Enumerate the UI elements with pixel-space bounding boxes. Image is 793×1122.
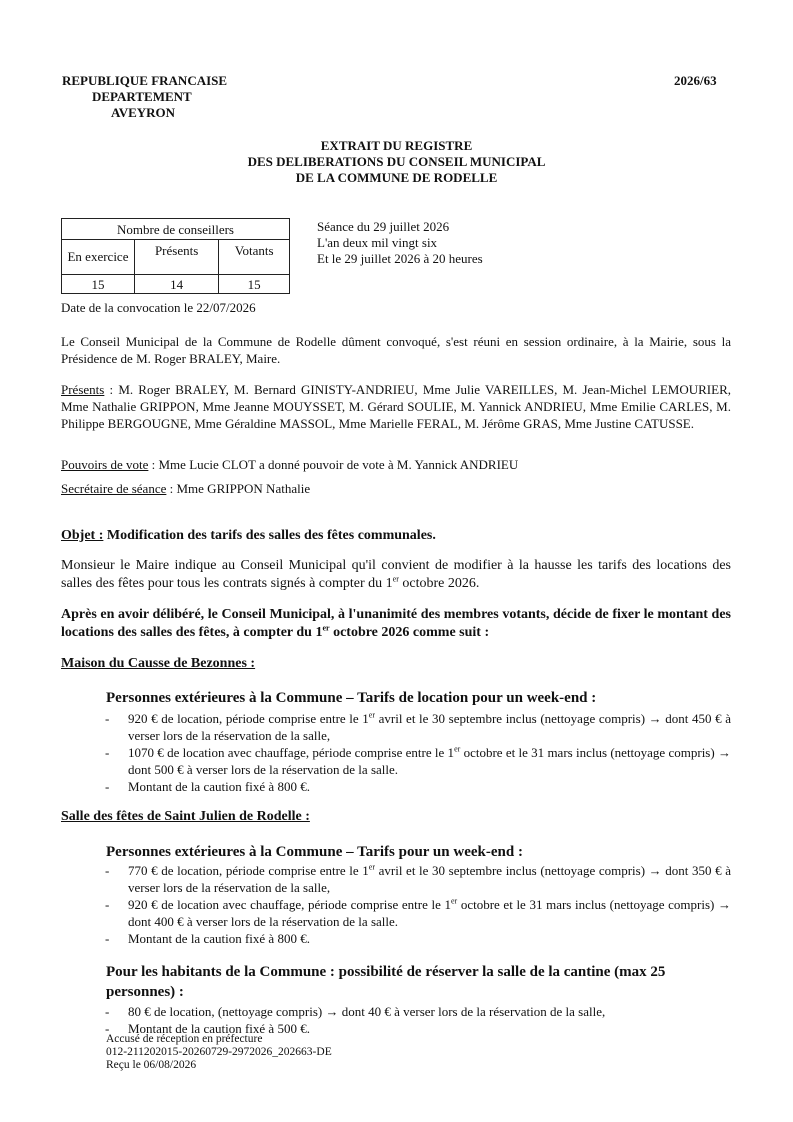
list-item: [105, 778, 731, 795]
convocation-date: Date de la convocation le 22/07/2026: [61, 300, 256, 315]
item-text: Montant de la caution fixé à 800 €.: [128, 779, 310, 794]
col-header-exercise: [62, 240, 135, 275]
item-text: 920 € de location avec chauffage, période comprise entre le 1: [128, 897, 451, 912]
item-text-end: octobre et le 31 mars inclus (nettoyage compris) → dont 500 € à verser lors de la réservation de la salle.: [128, 745, 731, 777]
title-line-2: DES DELIBERATIONS DU CONSEIL MUNICIPAL: [247, 154, 546, 169]
superscript: er: [450, 896, 458, 906]
session-time: Et le 29 juillet 2026 à 20 heures: [317, 251, 483, 266]
object-paragraph: [61, 527, 731, 545]
department: AVEYRON: [111, 105, 176, 120]
superscript: er: [392, 574, 399, 584]
country: REPUBLIQUE FRANCAISE: [62, 73, 228, 88]
superscript: er: [322, 623, 330, 633]
rates-list-cantine: [105, 1003, 731, 1037]
list-item: [105, 896, 731, 930]
item-text: 920 € de location, période comprise entre le 1: [128, 711, 369, 726]
col-header-present: Présents: [134, 240, 218, 275]
session-info: [317, 219, 483, 267]
item-text: 770 € de location, période comprise entre le 1: [128, 863, 369, 878]
item-text-end: avril et le 30 septembre inclus (nettoyage compris) → dont 350 € à verser lors de la réservation de la salle,: [128, 863, 731, 895]
val-present: 14: [134, 275, 218, 294]
issuer-block: [62, 73, 227, 121]
deliberation-reference: 2026/63: [674, 73, 717, 88]
session-year: L'an deux mil vingt six: [317, 235, 438, 250]
list-item: [105, 710, 731, 744]
rates-list-bezonnes: [105, 710, 731, 795]
item-text: Montant de la caution fixé à 500 €.: [128, 1021, 310, 1036]
val-voters: 15: [219, 275, 290, 294]
item-text: 1070 € de location avec chauffage, période comprise entre le 1: [128, 745, 455, 760]
decision-text-end: octobre 2026 comme suit :: [329, 625, 490, 640]
object-text: Modification des tarifs des salles des fêtes communales.: [103, 528, 436, 543]
item-text: Montant de la caution fixé à 800 €.: [128, 931, 310, 946]
item-text-end: octobre et le 31 mars inclus (nettoyage compris) → dont 400 € à verser lors de la réservation de la salle.: [128, 897, 731, 929]
list-item: [105, 744, 731, 778]
secretary-text: : Mme GRIPPON Nathalie: [166, 481, 311, 496]
item-text-end: avril et le 30 septembre inclus (nettoyage compris) → dont 450 € à verser lors de la réservation de la salle,: [128, 711, 731, 743]
secretary-paragraph: [61, 480, 731, 497]
superscript: er: [368, 710, 376, 720]
session-date: Séance du 29 juillet 2026: [317, 219, 450, 234]
section-title-saint-julien: Salle des fêtes de Saint Julien de Rodelle :: [61, 809, 310, 824]
title-line-1: EXTRAIT DU REGISTRE: [320, 138, 473, 153]
councillors-table: [61, 218, 290, 294]
section-title-bezonnes: Maison du Causse de Bezonnes :: [61, 656, 256, 671]
superscript: er: [368, 862, 376, 872]
proxy-text: : Mme Lucie CLOT a donné pouvoir de vote à M. Yannick ANDRIEU: [148, 457, 519, 472]
list-item: [105, 930, 731, 947]
table-heading: Nombre de conseillers: [62, 219, 290, 240]
section-subtitle-saint-julien: Personnes extérieures à la Commune – Tarifs pour un week-end :: [106, 844, 523, 860]
presents-list: : M. Roger BRALEY, M. Bernard GINISTY-ANDRIEU, Mme Julie VAREILLES, M. Jean-Michel LEMOURIER, Mme Nathalie GRIPPON, Mme Jeanne MOUYSSET, M. Gérard SOULIE, M. Yannick ANDRIEU, Mme Emilie CARLES, M. Philippe BERGOUGNE, Mme Géraldine MASSOL, Mme Marielle FERAL, M. Jérôme GRAS, Mme Justine CATUSSE.: [61, 382, 731, 431]
secretary-label: Secrétaire de séance: [61, 481, 167, 496]
department-label: DEPARTEMENT: [92, 89, 192, 104]
superscript: er: [454, 744, 461, 754]
item-text: 80 € de location, (nettoyage compris) → dont 40 € à verser lors de la réservation de la salle,: [128, 1004, 606, 1019]
proxy-paragraph: [61, 456, 731, 473]
receipt-label: Accusé de réception en préfecture: [106, 1033, 263, 1045]
object-label: Objet :: [61, 528, 104, 543]
receipt-date: Reçu le 06/08/2026: [106, 1059, 197, 1071]
mayor-text: Monsieur le Maire indique au Conseil Municipal qu'il convient de modifier à la hausse les tarifs des locations des salles des fêtes pour tous les contrats signés à compter du 1: [61, 558, 731, 591]
proxy-label: Pouvoirs de vote: [61, 457, 149, 472]
section-subtitle-bezonnes: Personnes extérieures à la Commune – Tarifs de location pour un week-end :: [106, 690, 597, 706]
intro-paragraph: Le Conseil Municipal de la Commune de Rodelle dûment convoqué, s'est réuni en session ordinaire, à la Mairie, sous la Présidence de M. Roger BRALEY, Maire.: [61, 334, 731, 366]
decision-paragraph: [61, 606, 731, 642]
col-exercise-label: En exercice: [67, 249, 129, 264]
list-item: [105, 1003, 731, 1020]
title-line-3: DE LA COMMUNE DE RODELLE: [295, 170, 498, 185]
receipt-id: 012-211202015-20260729-2972026_202663-DE: [106, 1046, 332, 1058]
section-subtitle-cantine: Pour les habitants de la Commune : possibilité de réserver la salle de la cantine (max 25 personnes) :: [106, 964, 666, 1000]
prefecture-receipt: [106, 1033, 332, 1072]
list-item: [105, 862, 731, 896]
mayor-statement: [61, 557, 731, 593]
document-title: [0, 138, 793, 186]
presents-label: Présents: [61, 382, 105, 397]
col-header-voters: Votants: [219, 240, 290, 275]
presents-paragraph: [61, 381, 731, 432]
mayor-text-end: octobre 2026.: [398, 576, 480, 591]
rates-list-saint-julien: [105, 862, 731, 947]
val-exercise: 15: [62, 275, 135, 294]
decision-text: Après en avoir délibéré, le Conseil Municipal, à l'unanimité des membres votants, décide de fixer le montant des locations des salles des fêtes, à compter du 1: [61, 607, 731, 640]
